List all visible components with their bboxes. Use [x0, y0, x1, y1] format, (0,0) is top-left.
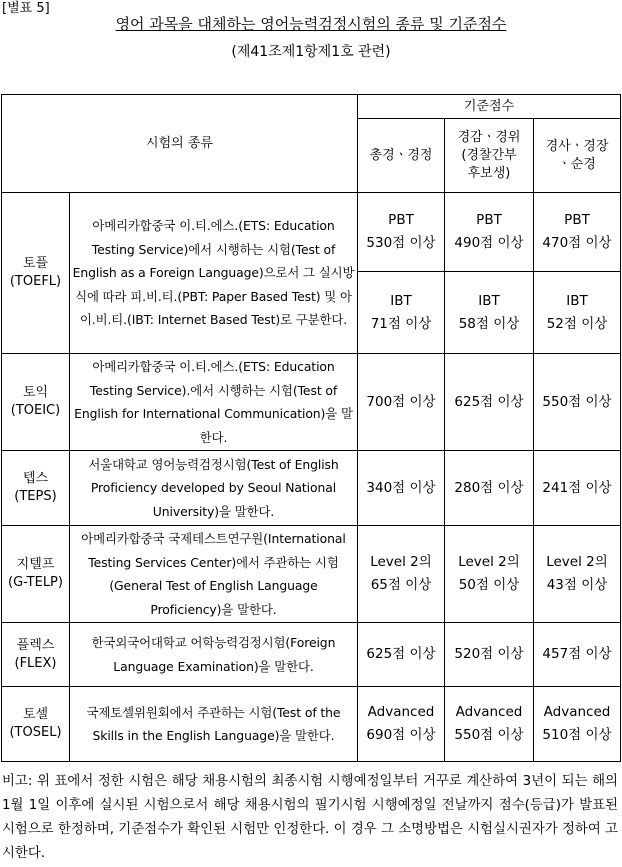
score-rank3: Level 2의 43점 이상: [534, 526, 621, 623]
remarks-note: 비고: 위 표에서 정한 시험은 해당 채용시험의 최종시험 시행예정일부터 거꾸로 계산하여 3년이 되는 해의 1월 1일 이후에 실시된 시험으로서 해당 채용시험의 필기시험 시행예정일 전날까지 점수(등급)가 발표된 시험으로 한정하며, 기준점수가 확인된 시험만 인정한다. 이 경우 그 소명방법은 시험실시권자가 정하여 고시한다.: [2, 774, 618, 861]
score-rank2: 280점 이상: [445, 451, 534, 526]
table-row: [2, 451, 621, 526]
score-rank2: Level 2의 50점 이상: [445, 526, 534, 623]
score-rank3: Advanced 510점 이상: [534, 687, 621, 762]
exam-name: 토플 (TOEFL): [2, 193, 70, 354]
score-rank3: 241점 이상: [534, 451, 621, 526]
score-rank1: 625점 이상: [358, 623, 445, 687]
exam-criteria-table: [1, 94, 621, 762]
score-rank2: 520점 이상: [445, 623, 534, 687]
header-rank-officer: 경사ㆍ경장 ㆍ순경: [534, 119, 621, 193]
score-rank3: 457점 이상: [534, 623, 621, 687]
exam-description: 아메리카합중국 이.티.에스.(ETS: Education Testing Service)에서 시행하는 시험(Test of English as a Foreign Language)으로서 그 실시방식에 따라 피.비.티.(PBT: Paper Based Test) 및 아이.비.티.(IBT: Internet Based Test)로 구분한다.: [70, 193, 358, 354]
score-rank2: Advanced 550점 이상: [445, 687, 534, 762]
exam-name: 토익 (TOEIC): [2, 354, 70, 451]
header-row: [2, 95, 621, 119]
exam-description: 아메리카합중국 국제테스트연구원(International Testing Services Center)에서 주관하는 시험(General Test of English Language Proficiency)을 말한다.: [70, 526, 358, 623]
table-row: [2, 526, 621, 623]
exam-description: 국제토셀위원회에서 주관하는 시험(Test of the Skills in the English Language)을 말한다.: [70, 687, 358, 762]
table-row: [2, 687, 621, 762]
score-rank2: PBT 490점 이상: [445, 193, 534, 272]
header-exam-type: 시험의 종류: [2, 95, 358, 193]
appendix-reference: [별표 5]: [2, 1, 50, 16]
score-rank2: 625점 이상: [445, 354, 534, 451]
exam-name: 토셀 (TOSEL): [2, 687, 70, 762]
score-rank1: IBT 71점 이상: [358, 272, 445, 354]
exam-description: 아메리카합중국 이.티.에스.(ETS: Education Testing Service).에서 시행하는 시험(Test of English for International Communication)을 말한다.: [70, 354, 358, 451]
exam-name: 지텔프 (G-TELP): [2, 526, 70, 623]
score-rank1: Advanced 690점 이상: [358, 687, 445, 762]
score-rank3: IBT 52점 이상: [534, 272, 621, 354]
exam-description: 서울대학교 영어능력검정시험(Test of English Proficiency developed by Seoul National University)을 말한다.: [70, 451, 358, 526]
exam-name: 플렉스 (FLEX): [2, 623, 70, 687]
score-rank1: 700점 이상: [358, 354, 445, 451]
table-row: [2, 193, 621, 272]
score-rank3: PBT 470점 이상: [534, 193, 621, 272]
table-row: [2, 623, 621, 687]
table-row: [2, 354, 621, 451]
header-rank-inspector: 경감ㆍ경위 (경찰간부 후보생): [445, 119, 534, 193]
score-rank1: 340점 이상: [358, 451, 445, 526]
score-rank3: 550점 이상: [534, 354, 621, 451]
score-rank1: Level 2의 65점 이상: [358, 526, 445, 623]
score-rank1: PBT 530점 이상: [358, 193, 445, 272]
document-subtitle: (제41조제1항제1호 관련): [231, 44, 391, 60]
header-criteria-score: 기준점수: [358, 95, 621, 119]
document-title: 영어 과목을 대체하는 영어능력검정시험의 종류 및 기준점수: [115, 15, 507, 33]
header-rank-senior: 총경ㆍ경정: [358, 119, 445, 193]
score-rank2: IBT 58점 이상: [445, 272, 534, 354]
exam-name: 텝스 (TEPS): [2, 451, 70, 526]
exam-description: 한국외국어대학교 어학능력검정시험(Foreign Language Examination)을 말한다.: [70, 623, 358, 687]
